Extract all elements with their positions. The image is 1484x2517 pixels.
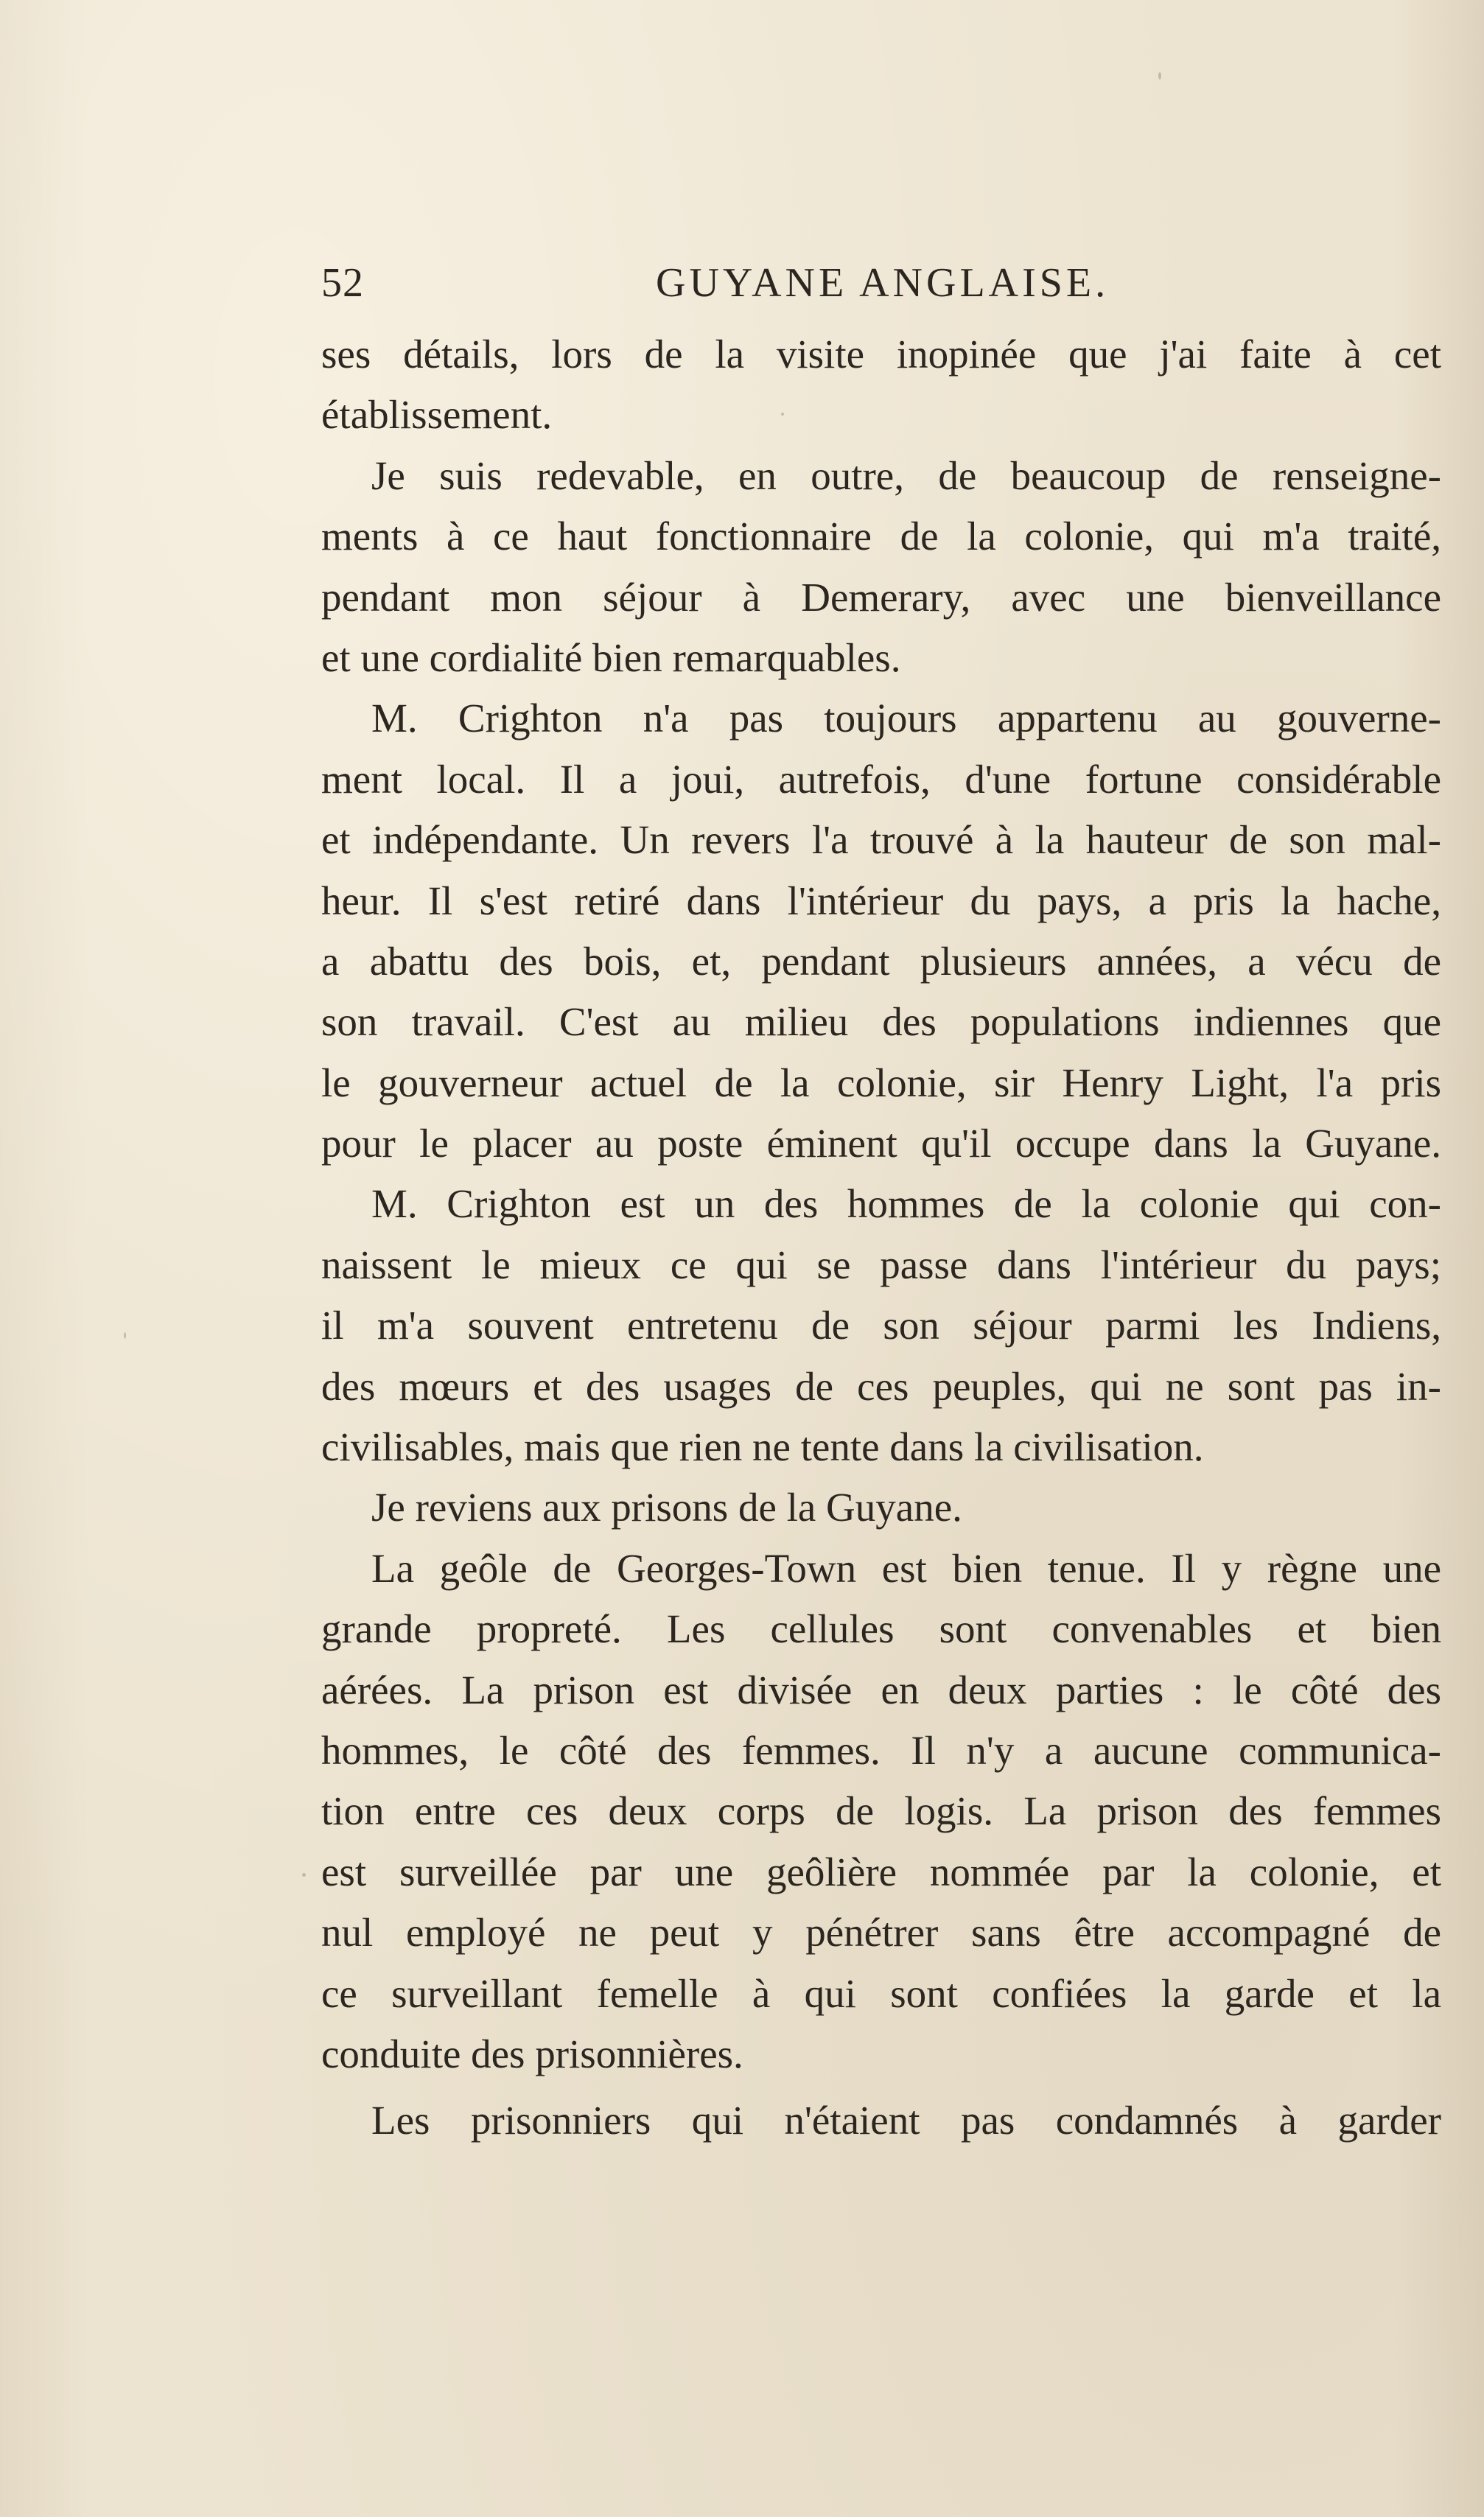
paper-speck: [781, 413, 784, 416]
text-line: tion entre ces deux corps de logis. La prison des femmes: [321, 1788, 1441, 1834]
running-title: GUYANE ANGLAISE.: [656, 260, 1110, 306]
paper-speck: [124, 1332, 126, 1339]
text-line: est surveillée par une geôlière nommée par la colonie, et: [321, 1849, 1441, 1894]
paper-speck: [302, 1873, 306, 1877]
text-line: ce surveillant femelle à qui sont confiées la garde et la: [321, 1970, 1441, 2016]
text-line: grande propreté. Les cellules sont convenables et bien: [321, 1606, 1441, 1652]
text-line: ment local. Il a joui, autrefois, d'une fortune considérable: [321, 756, 1441, 802]
text-line: hommes, le côté des femmes. Il n'y a aucune communica-: [321, 1727, 1441, 1773]
paper-speck: [1158, 72, 1161, 80]
paragraph-start-line: Je suis redevable, en outre, de beaucoup de renseigne-: [371, 452, 1441, 498]
text-line: établissement.: [321, 392, 553, 438]
paragraph-start-line: Je reviens aux prisons de la Guyane.: [371, 1485, 962, 1530]
text-line: aérées. La prison est divisée en deux parties : le côté des: [321, 1667, 1441, 1712]
text-line: et indépendante. Un revers l'a trouvé à la hauteur de son mal-: [321, 817, 1441, 863]
text-line: pour le placer au poste éminent qu'il occupe dans la Guyane.: [321, 1121, 1441, 1166]
body-text: [321, 324, 1441, 2152]
text-line: pendant mon séjour à Demerary, avec une bienveillance: [321, 574, 1441, 620]
text-line: conduite des prisonnières.: [321, 2031, 743, 2076]
text-line: des mœurs et des usages de ces peuples, qui ne sont pas in-: [321, 1363, 1441, 1409]
paragraph-start-line: M. Crighton n'a pas toujours appartenu au gouverne-: [371, 696, 1441, 741]
paragraph-start-line: La geôle de Georges-Town est bien tenue. Il y règne une: [371, 1545, 1441, 1591]
paragraph-start-line: Les prisonniers qui n'étaient pas condamnés à garder: [371, 2098, 1441, 2143]
text-line: il m'a souvent entretenu de son séjour parmi les Indiens,: [321, 1303, 1441, 1348]
running-head: [321, 259, 1441, 311]
text-line: civilisables, mais que rien ne tente dans la civilisation.: [321, 1424, 1204, 1470]
text-line: ses détails, lors de la visite inopinée que j'ai faite à cet: [321, 332, 1441, 377]
text-line: ments à ce haut fonctionnaire de la colonie, qui m'a traité,: [321, 514, 1441, 559]
paragraph-start-line: M. Crighton est un des hommes de la colonie qui con-: [371, 1181, 1441, 1227]
text-line: son travail. C'est au milieu des populations indiennes que: [321, 999, 1441, 1045]
page-number: 52: [321, 260, 364, 306]
text-line: a abattu des bois, et, pendant plusieurs années, a vécu de: [321, 938, 1441, 984]
text-line: nul employé ne peut y pénétrer sans être accompagné de: [321, 1910, 1441, 1956]
text-line: heur. Il s'est retiré dans l'intérieur du pays, a pris la hache,: [321, 878, 1441, 923]
text-line: et une cordialité bien remarquables.: [321, 634, 901, 680]
text-line: naissent le mieux ce qui se passe dans l'intérieur du pays;: [321, 1242, 1441, 1287]
text-line: le gouverneur actuel de la colonie, sir Henry Light, l'a pris: [321, 1060, 1441, 1105]
